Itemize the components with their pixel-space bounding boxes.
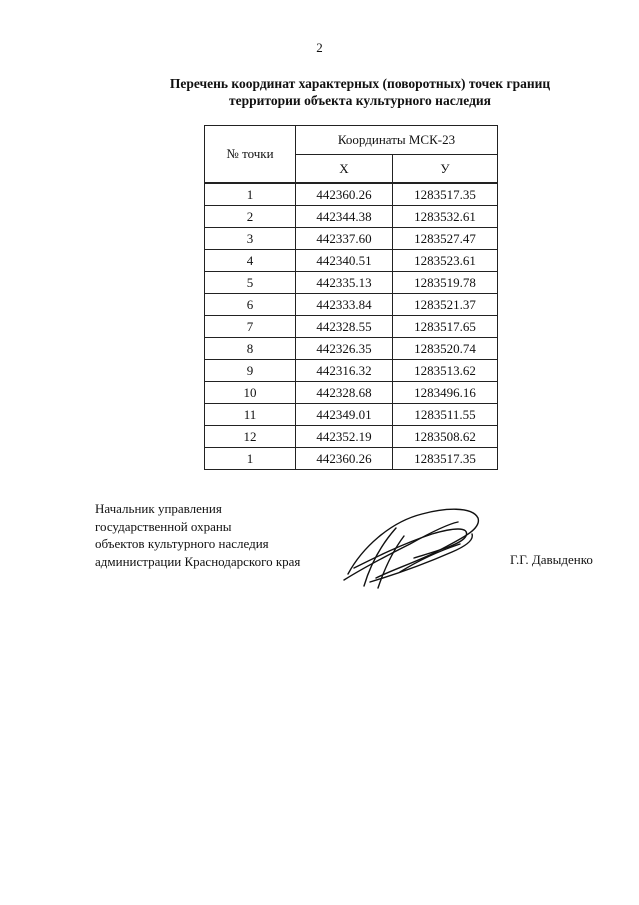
cell-y: 1283527.47 bbox=[393, 228, 498, 250]
table-row bbox=[205, 272, 498, 294]
cell-x: 442352.19 bbox=[296, 426, 393, 448]
cell-y: 1283511.55 bbox=[393, 404, 498, 426]
cell-y: 1283496.16 bbox=[393, 382, 498, 404]
header-x: Х bbox=[296, 155, 393, 184]
title-line-1: Перечень координат характерных (поворотных) точек границ bbox=[169, 76, 551, 91]
cell-point-number: 3 bbox=[205, 228, 296, 250]
cell-x: 442340.51 bbox=[296, 250, 393, 272]
cell-x: 442316.32 bbox=[296, 360, 393, 382]
handwritten-signature bbox=[340, 500, 490, 597]
header-point-number: № точки bbox=[205, 126, 296, 184]
cell-y: 1283517.35 bbox=[393, 183, 498, 206]
cell-x: 442328.68 bbox=[296, 382, 393, 404]
signatory-line-2: государственной охраны bbox=[95, 518, 232, 534]
cell-point-number: 5 bbox=[205, 272, 296, 294]
cell-x: 442335.13 bbox=[296, 272, 393, 294]
cell-y: 1283513.62 bbox=[393, 360, 498, 382]
signatory-line-3: объектов культурного наследия bbox=[95, 536, 269, 551]
cell-y: 1283508.62 bbox=[393, 426, 498, 448]
table-row bbox=[205, 448, 498, 470]
table-row bbox=[205, 250, 498, 272]
table-body bbox=[205, 183, 498, 470]
cell-point-number: 2 bbox=[205, 206, 296, 228]
cell-x: 442344.38 bbox=[296, 206, 393, 228]
cell-x: 442328.55 bbox=[296, 316, 393, 338]
cell-point-number: 9 bbox=[205, 360, 296, 382]
table-row bbox=[205, 206, 498, 228]
signatory-title bbox=[95, 500, 300, 570]
cell-point-number: 10 bbox=[205, 382, 296, 404]
table-row bbox=[205, 228, 498, 250]
title-line-2: территории объекта культурного наследия bbox=[229, 93, 491, 108]
header-y: У bbox=[393, 155, 498, 184]
cell-y: 1283519.78 bbox=[393, 272, 498, 294]
cell-point-number: 1 bbox=[205, 448, 296, 470]
table-row bbox=[205, 316, 498, 338]
document-title bbox=[60, 75, 639, 109]
cell-point-number: 6 bbox=[205, 294, 296, 316]
cell-x: 442360.26 bbox=[296, 183, 393, 206]
cell-point-number: 11 bbox=[205, 404, 296, 426]
cell-y: 1283517.65 bbox=[393, 316, 498, 338]
header-coordinates: Координаты МСК-23 bbox=[296, 126, 498, 155]
table-row bbox=[205, 382, 498, 404]
cell-y: 1283521.37 bbox=[393, 294, 498, 316]
table-row bbox=[205, 294, 498, 316]
cell-point-number: 4 bbox=[205, 250, 296, 272]
table-row bbox=[205, 404, 498, 426]
table-row bbox=[205, 338, 498, 360]
cell-y: 1283523.61 bbox=[393, 250, 498, 272]
table-row bbox=[205, 426, 498, 448]
cell-point-number: 12 bbox=[205, 426, 296, 448]
page-number: 2 bbox=[316, 40, 323, 55]
cell-point-number: 7 bbox=[205, 316, 296, 338]
cell-x: 442326.35 bbox=[296, 338, 393, 360]
cell-point-number: 1 bbox=[205, 183, 296, 206]
table-row bbox=[205, 183, 498, 206]
signatory-line-4: администрации Краснодарского края bbox=[95, 553, 301, 569]
cell-y: 1283532.61 bbox=[393, 206, 498, 228]
cell-x: 442337.60 bbox=[296, 228, 393, 250]
cell-y: 1283517.35 bbox=[393, 448, 498, 470]
cell-x: 442349.01 bbox=[296, 404, 393, 426]
cell-x: 442360.26 bbox=[296, 448, 393, 470]
signer-name: Г.Г. Давыденко bbox=[510, 552, 593, 567]
table-row bbox=[205, 360, 498, 382]
cell-point-number: 8 bbox=[205, 338, 296, 360]
signatory-line-1: Начальник управления bbox=[95, 501, 222, 516]
cell-y: 1283520.74 bbox=[393, 338, 498, 360]
cell-x: 442333.84 bbox=[296, 294, 393, 316]
coordinates-table bbox=[204, 125, 498, 470]
